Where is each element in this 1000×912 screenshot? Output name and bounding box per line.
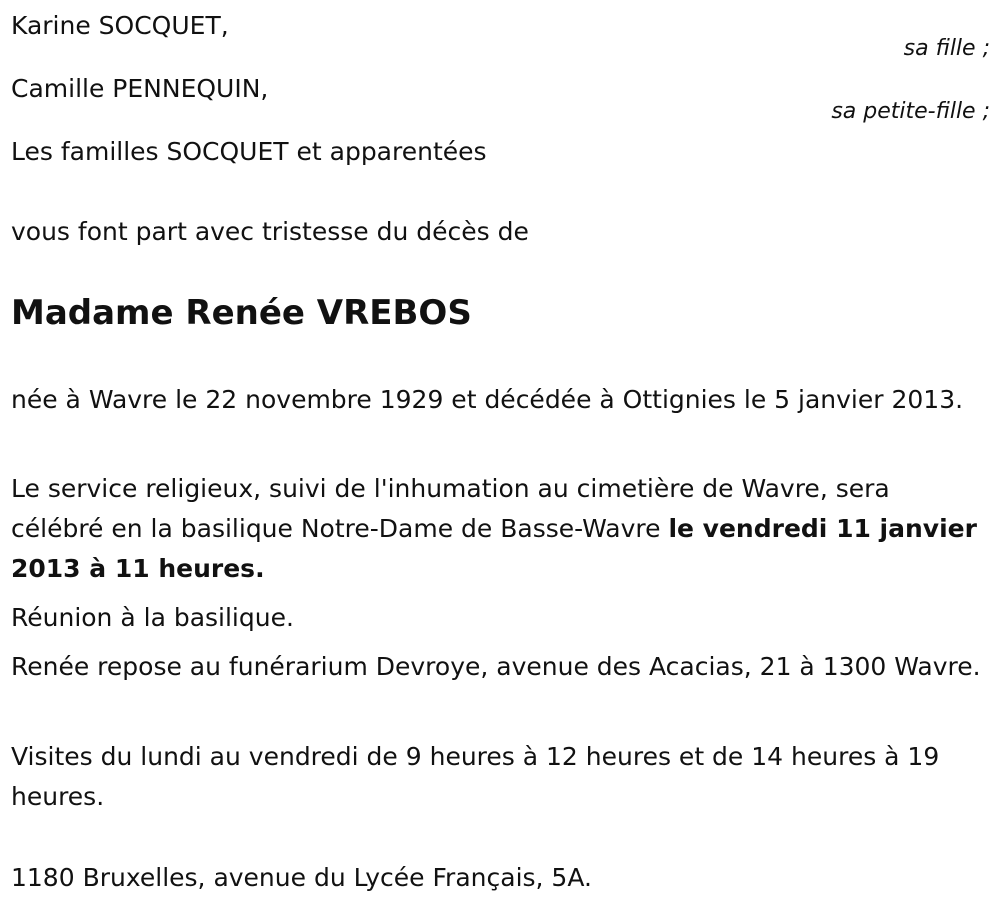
family-member-relation: sa petite-fille ;	[831, 99, 990, 124]
service-paragraph	[11, 469, 986, 589]
meeting-paragraph: Réunion à la basilique.	[11, 603, 294, 632]
deceased-name: Madame Renée VREBOS	[11, 293, 472, 333]
address-paragraph: 1180 Bruxelles, avenue du Lycée Français, 5A.	[11, 863, 592, 892]
service-date-time: le vendredi 11 janvier 2013 à 11 heures.	[11, 514, 977, 583]
announcement-intro: vous font part avec tristesse du décès de	[11, 217, 529, 246]
visits-paragraph: Visites du lundi au vendredi de 9 heures à 12 heures et de 14 heures à 19 heures.	[11, 742, 940, 811]
birth-death-paragraph: née à Wavre le 22 novembre 1929 et décédée à Ottignies le 5 janvier 2013.	[11, 385, 964, 414]
family-member-name: Les familles SOCQUET et apparentées	[11, 137, 487, 166]
family-member-name: Camille PENNEQUIN,	[11, 74, 269, 103]
family-member-name: Karine SOCQUET,	[11, 11, 229, 40]
rest-place-paragraph: Renée repose au funérarium Devroye, avenue des Acacias, 21 à 1300 Wavre.	[11, 652, 981, 681]
service-text: Le service religieux, suivi de l'inhumation au cimetière de Wavre, sera célébré en la basilique Notre-Dame de Basse-Wavre	[11, 474, 890, 543]
family-member-relation: sa fille ;	[903, 36, 990, 61]
